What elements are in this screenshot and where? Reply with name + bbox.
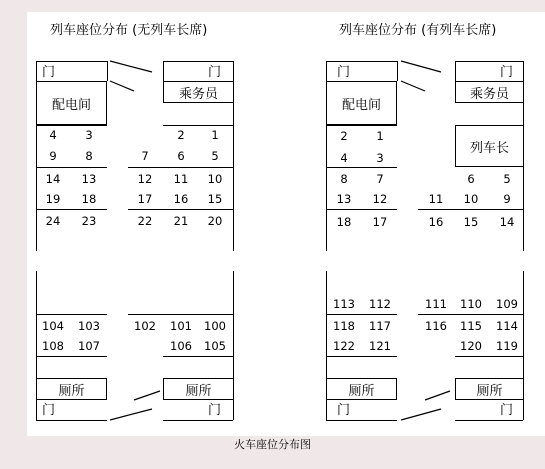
seat-number: 7 [141, 149, 149, 163]
seat-number: 15 [463, 215, 479, 229]
pantry-label: 配电间 [51, 97, 91, 113]
seat-number: 1 [211, 128, 219, 142]
door-label: 门 [337, 65, 351, 80]
conductor-label: 列车长 [469, 140, 509, 156]
seat-number: 4 [49, 128, 57, 142]
seat-number: 4 [340, 151, 348, 165]
seat-number: 119 [496, 339, 518, 353]
toilet-label: 厕所 [348, 383, 375, 399]
seat-number: 5 [503, 172, 511, 186]
seat-number: 12 [372, 192, 388, 206]
seat-number: 2 [340, 129, 348, 143]
seat-number: 107 [78, 339, 100, 353]
door-panel-line [110, 61, 152, 72]
door-panel-line [401, 81, 425, 91]
seat-number: 6 [177, 149, 185, 163]
door-label: 门 [42, 65, 56, 80]
seat-number: 104 [42, 319, 64, 333]
seat-number: 101 [170, 319, 192, 333]
figure-caption: 火车座位分布图 [234, 438, 311, 451]
seat-number: 18 [81, 192, 97, 206]
door-label: 门 [500, 65, 514, 80]
seat-number: 113 [333, 297, 355, 311]
door-panel-line [134, 391, 160, 400]
seat-number: 15 [207, 192, 223, 206]
seat-number: 122 [333, 339, 355, 353]
seat-number: 11 [428, 192, 444, 206]
seat-number: 18 [336, 215, 352, 229]
seat-number: 3 [376, 151, 384, 165]
seat-number: 100 [204, 319, 226, 333]
crew-label: 乘务员 [178, 86, 218, 102]
toilet-label: 厕所 [58, 383, 85, 399]
left-title: 列车座位分布 (无列车长席) [50, 23, 208, 38]
seat-number: 21 [173, 214, 189, 228]
seat-number: 13 [81, 172, 97, 186]
seat-number: 11 [173, 172, 189, 186]
seat-number: 20 [207, 214, 223, 228]
seat-number: 102 [134, 319, 156, 333]
seat-number: 118 [333, 319, 355, 333]
seat-number: 13 [336, 192, 352, 206]
seat-number: 16 [173, 192, 189, 206]
seat-number: 8 [340, 172, 348, 186]
seat-number: 7 [376, 172, 384, 186]
door-label: 门 [208, 65, 222, 80]
door-label: 门 [337, 403, 351, 418]
door-panel-line [110, 81, 134, 91]
seat-number: 22 [137, 214, 153, 228]
seat-number: 110 [460, 297, 482, 311]
seat-number: 8 [85, 149, 93, 163]
seat-number: 115 [460, 319, 482, 333]
door-panel-line [425, 391, 450, 400]
crew-label: 乘务员 [469, 86, 509, 102]
toilet-label: 厕所 [185, 383, 212, 399]
seat-number: 9 [503, 192, 511, 206]
seat-number: 14 [45, 172, 61, 186]
seat-number: 103 [78, 319, 100, 333]
seat-number: 3 [85, 128, 93, 142]
seat-number: 19 [45, 192, 61, 206]
seat-number: 5 [211, 149, 219, 163]
seat-number: 111 [425, 297, 447, 311]
seat-number: 106 [170, 339, 192, 353]
seat-number: 16 [428, 215, 444, 229]
door-label: 门 [500, 403, 514, 418]
door-panel-line [401, 409, 441, 420]
seat-number: 1 [376, 129, 384, 143]
seat-number: 24 [45, 214, 61, 228]
seat-number: 9 [49, 149, 57, 163]
seat-number: 105 [204, 339, 226, 353]
seat-number: 2 [177, 128, 185, 142]
seat-number: 12 [137, 172, 153, 186]
seat-number: 114 [496, 319, 518, 333]
door-label: 门 [42, 403, 56, 418]
seat-number: 108 [42, 339, 64, 353]
right-title: 列车座位分布 (有列车长席) [339, 23, 497, 38]
seat-number: 117 [369, 319, 391, 333]
pantry-label: 配电间 [341, 97, 381, 113]
seat-number: 121 [369, 339, 391, 353]
seat-number: 17 [137, 192, 153, 206]
seat-number: 112 [369, 297, 391, 311]
door-label: 门 [208, 403, 222, 418]
seat-number: 17 [372, 215, 388, 229]
door-panel-line [110, 409, 152, 420]
seat-number: 10 [463, 192, 479, 206]
seat-number: 116 [425, 319, 447, 333]
seat-number: 6 [467, 172, 475, 186]
seat-number: 10 [207, 172, 223, 186]
toilet-label: 厕所 [476, 383, 503, 399]
seat-number: 109 [496, 297, 518, 311]
seat-number: 23 [81, 214, 97, 228]
door-panel-line [401, 61, 441, 72]
seat-number: 14 [499, 215, 515, 229]
seat-number: 120 [460, 339, 482, 353]
